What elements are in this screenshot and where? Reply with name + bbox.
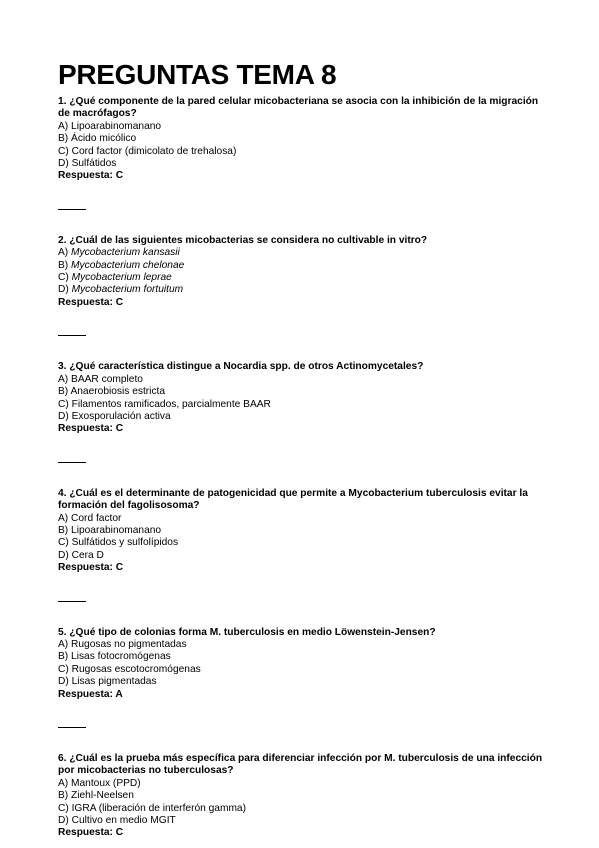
question-list xyxy=(58,96,548,840)
answer-option xyxy=(58,374,548,386)
question-block xyxy=(58,753,548,840)
option-letter: C) xyxy=(58,145,72,157)
option-text: Rugosas escotocromógenas xyxy=(71,663,201,675)
answer-option xyxy=(58,803,548,815)
answer-key: Respuesta: A xyxy=(58,688,123,700)
option-letter: A) xyxy=(58,373,72,385)
answer-key: Respuesta: C xyxy=(58,170,124,182)
answer-option xyxy=(58,399,548,411)
option-letter: D) xyxy=(58,676,72,688)
option-text: Exosporulación activa xyxy=(71,410,171,422)
question-text: 3. ¿Qué característica distingue a Nocardia spp. de otros Actinomycetales? xyxy=(58,361,424,373)
answer-option xyxy=(58,537,548,549)
answer-option xyxy=(58,790,548,802)
option-text: Mycobacterium leprae xyxy=(71,272,172,284)
question-block xyxy=(58,96,548,183)
option-letter: B) xyxy=(58,133,72,145)
question-text: 5. ¿Qué tipo de colonias forma M. tuberculosis en medio Löwenstein-Jensen? xyxy=(58,626,436,638)
option-text: Sulfátidos xyxy=(71,158,117,170)
answer-option xyxy=(58,525,548,537)
option-letter: A) xyxy=(58,120,72,132)
option-letter: D) xyxy=(58,815,72,827)
answer-key: Respuesta: C xyxy=(58,296,124,308)
option-text: Lipoarabinomanano xyxy=(71,120,162,132)
answer-option xyxy=(58,247,548,259)
answer-option xyxy=(58,284,548,296)
option-letter: A) xyxy=(58,512,72,524)
option-text: Mantoux (PPD) xyxy=(71,777,141,789)
option-letter: C) xyxy=(58,663,72,675)
question-text: 4. ¿Cuál es el determinante de patogenicidad que permite a Mycobacterium tuberculosis evitar la formación del fagolisosoma? xyxy=(58,487,528,512)
option-text: BAAR completo xyxy=(71,373,143,385)
answer-option xyxy=(58,146,548,158)
question-separator xyxy=(58,209,86,210)
answer-option xyxy=(58,651,548,663)
question-text: 1. ¿Qué componente de la pared celular micobacteriana se asocia con la inhibición de la migración de macrófagos? xyxy=(58,96,539,120)
answer-option xyxy=(58,411,548,423)
option-letter: D) xyxy=(58,284,72,296)
answer-option xyxy=(58,550,548,562)
question-block xyxy=(58,488,548,575)
option-letter: A) xyxy=(58,777,72,789)
option-letter: D) xyxy=(58,549,72,561)
answer-option xyxy=(58,815,548,827)
option-letter: D) xyxy=(58,410,72,422)
option-letter: A) xyxy=(58,638,72,650)
option-text: Mycobacterium chelonae xyxy=(71,259,185,271)
question-separator xyxy=(58,335,86,336)
answer-option xyxy=(58,664,548,676)
option-letter: B) xyxy=(58,790,72,802)
answer-key: Respuesta: C xyxy=(58,423,124,435)
option-letter: B) xyxy=(58,524,72,536)
option-text: Lipoarabinomanano xyxy=(71,524,162,536)
option-letter: B) xyxy=(58,259,72,271)
option-letter: C) xyxy=(58,272,72,284)
question-separator xyxy=(58,727,86,728)
option-text: Lisas fotocromógenas xyxy=(71,651,171,663)
option-letter: A) xyxy=(58,247,72,259)
answer-key: Respuesta: C xyxy=(58,562,124,574)
option-text: Mycobacterium kansasii xyxy=(71,247,180,259)
option-text: Cera D xyxy=(71,549,104,561)
option-text: Cord factor xyxy=(71,512,122,524)
option-letter: B) xyxy=(58,651,72,663)
answer-option xyxy=(58,676,548,688)
option-text: Cord factor (dimicolato de trehalosa) xyxy=(71,145,237,157)
page-title: PREGUNTAS TEMA 8 xyxy=(58,59,337,90)
option-text: Ácido micólico xyxy=(71,133,137,145)
answer-option xyxy=(58,133,548,145)
question-separator xyxy=(58,462,86,463)
option-text: Ziehl-Neelsen xyxy=(71,790,134,802)
answer-option xyxy=(58,158,548,170)
answer-option xyxy=(58,386,548,398)
answer-option xyxy=(58,260,548,272)
option-letter: C) xyxy=(58,802,72,814)
option-letter: C) xyxy=(58,398,72,410)
answer-option xyxy=(58,778,548,790)
option-text: Cultivo en medio MGIT xyxy=(71,815,176,827)
answer-key: Respuesta: C xyxy=(58,827,124,839)
document-page xyxy=(58,58,548,840)
question-text: 6. ¿Cuál es la prueba más específica para diferenciar infección por M. tuberculosis de una infección por micobacterias no tuberculosas? xyxy=(58,753,543,777)
answer-option xyxy=(58,513,548,525)
option-letter: B) xyxy=(58,386,71,398)
option-text: Sulfátidos y sulfolípidos xyxy=(71,537,179,549)
answer-option xyxy=(58,121,548,133)
option-letter: D) xyxy=(58,158,72,170)
option-text: Rugosas no pigmentadas xyxy=(71,638,187,650)
option-text: Anaerobiosis estricta xyxy=(70,386,166,398)
question-block xyxy=(58,627,548,701)
option-text: Filamentos ramificados, parcialmente BAAR xyxy=(71,398,271,410)
option-text: IGRA (liberación de interferón gamma) xyxy=(71,802,246,814)
answer-option xyxy=(58,639,548,651)
question-block xyxy=(58,361,548,435)
question-block xyxy=(58,235,548,309)
question-separator xyxy=(58,601,86,602)
option-text: Lisas pigmentadas xyxy=(71,676,157,688)
option-letter: C) xyxy=(58,537,72,549)
question-text: 2. ¿Cuál de las siguientes micobacterias se considera no cultivable in vitro? xyxy=(58,234,428,246)
answer-option xyxy=(58,272,548,284)
option-text: Mycobacterium fortuitum xyxy=(71,284,184,296)
